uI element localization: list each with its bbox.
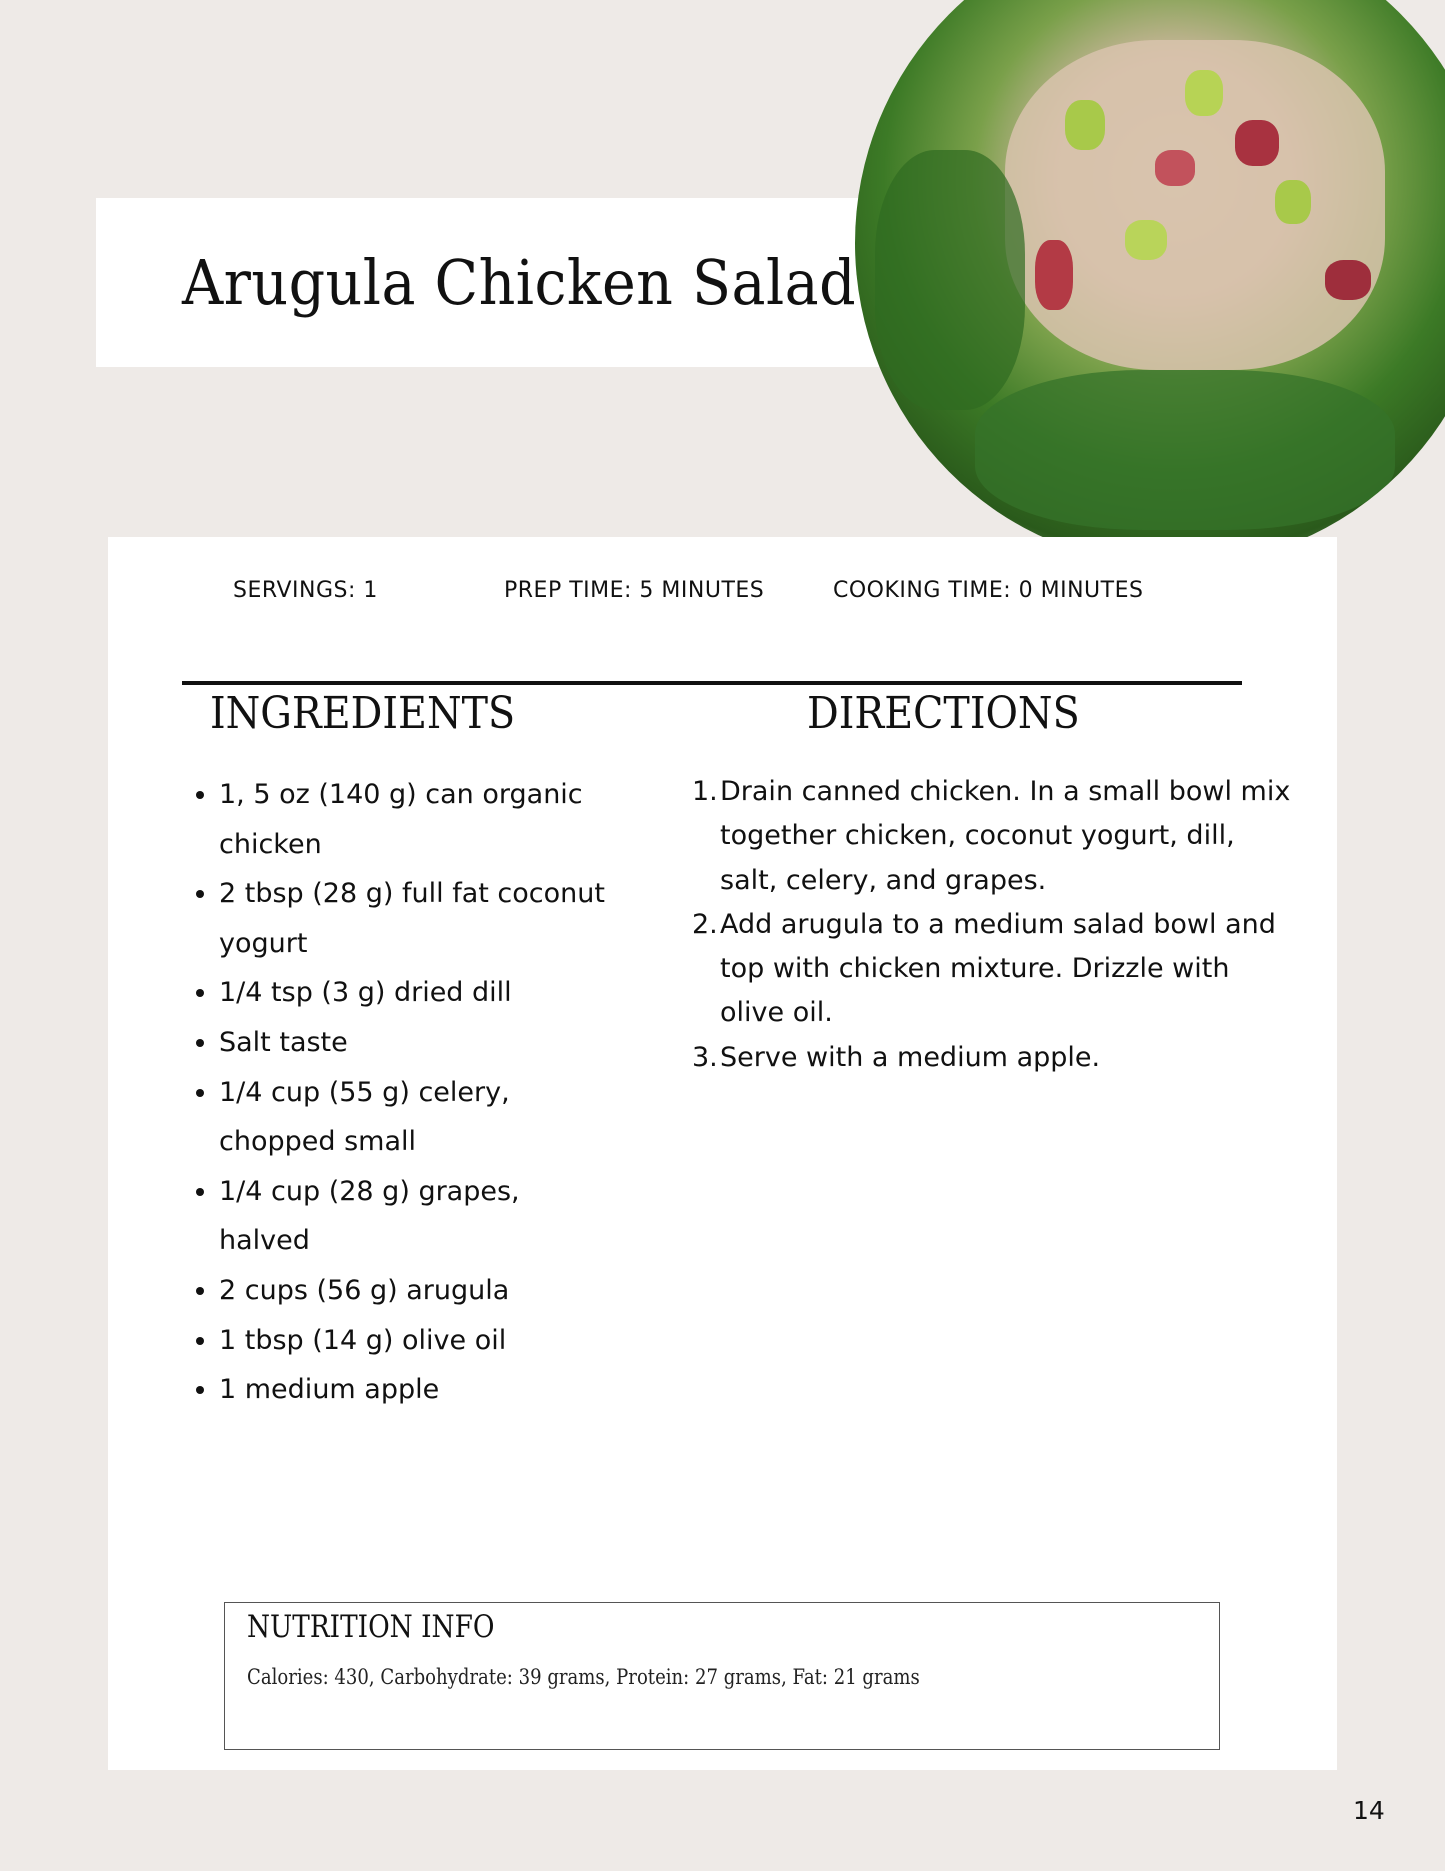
servings-label: SERVINGS: 1 (233, 578, 378, 603)
ingredient-item: • 2 cups (56 g) arugula (219, 1266, 619, 1316)
ingredients-list (184, 770, 619, 1415)
step-text: Serve with a medium apple. (720, 1041, 1101, 1073)
cooking-time-label: COOKING TIME: 0 MINUTES (833, 578, 1144, 603)
step-number: 2. (692, 908, 718, 940)
ingredient-item: • 1 medium apple (219, 1365, 619, 1415)
ingredient-item: • 1/4 cup (55 g) celery, chopped small (219, 1068, 619, 1167)
ingredient-item: • 1/4 tsp (3 g) dried dill (219, 968, 619, 1018)
direction-step (692, 770, 1292, 903)
step-number: 1. (692, 776, 718, 807)
directions-heading: DIRECTIONS (807, 688, 1080, 739)
step-text: Add arugula to a medium salad bowl and top with chicken mixture. Drizzle with olive oil. (720, 908, 1276, 1029)
nutrition-heading: NUTRITION INFO (247, 1609, 495, 1645)
direction-step (692, 1036, 1292, 1080)
ingredient-item: • Salt taste (219, 1018, 619, 1068)
page-number: 14 (1353, 1796, 1385, 1825)
prep-time-label: PREP TIME: 5 MINUTES (504, 578, 765, 603)
section-divider (182, 681, 1242, 685)
recipe-title: Arugula Chicken Salad (182, 246, 857, 319)
nutrition-info-box (224, 1602, 1220, 1750)
directions-list (692, 770, 1292, 1080)
salad-photo (855, 0, 1445, 566)
ingredient-item: • 1, 5 oz (140 g) can organic chicken (219, 770, 619, 869)
nutrition-values: Calories: 430, Carbohydrate: 39 grams, Protein: 27 grams, Fat: 21 grams (247, 1665, 920, 1689)
direction-step (692, 903, 1292, 1036)
step-number: 3. (692, 1041, 718, 1073)
ingredient-item: • 1 tbsp (14 g) olive oil (219, 1316, 619, 1366)
step-text: Drain canned chicken. In a small bowl mix together chicken, coconut yogurt, dill, salt, celery, and grapes. (720, 776, 1291, 896)
ingredient-item: • 1/4 cup (28 g) grapes, halved (219, 1167, 619, 1266)
ingredients-heading: INGREDIENTS (210, 688, 516, 739)
ingredient-item: • 2 tbsp (28 g) full fat coconut yogurt (219, 869, 619, 968)
